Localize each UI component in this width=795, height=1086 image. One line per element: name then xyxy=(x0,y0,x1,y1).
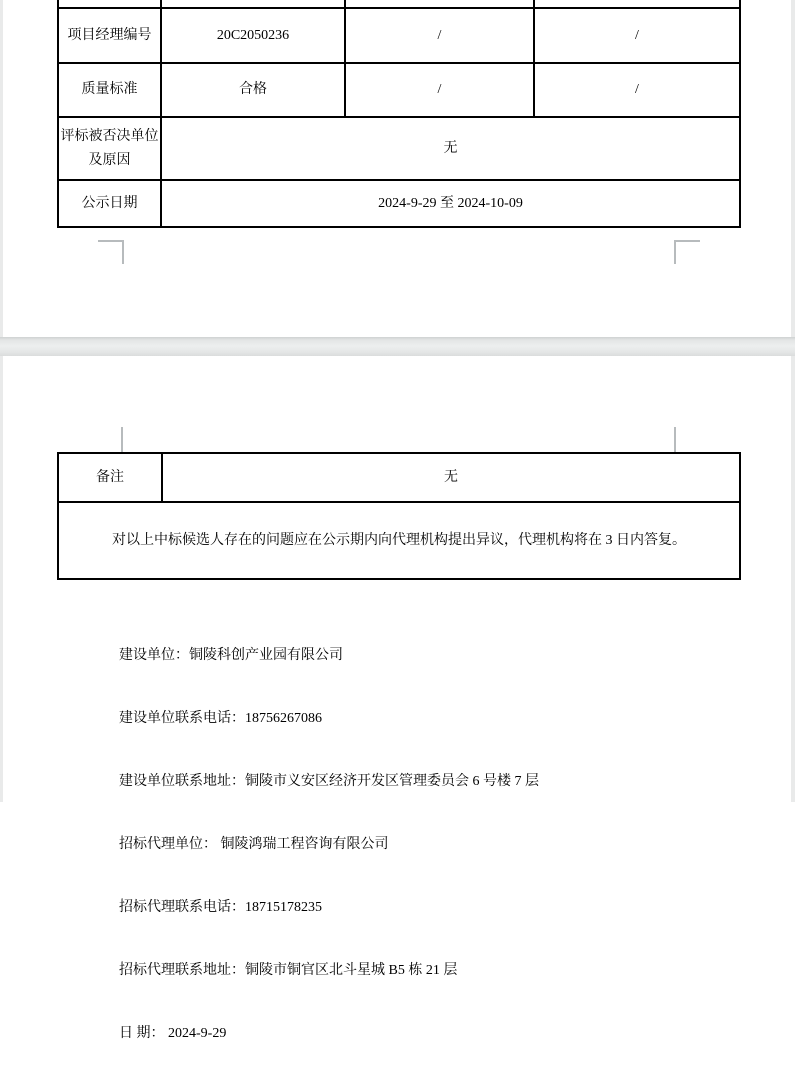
rejected-bidders-label-line1: 评标被否决单位 xyxy=(60,128,159,144)
remark-table xyxy=(57,452,741,580)
objection-note: 对以上中标候选人存在的问题应在公示期内向代理机构提出异议，代理机构将在 3 日内答复。 xyxy=(58,502,740,579)
cutoff-cell xyxy=(58,0,161,8)
contact-line-owner-address: 建设单位联系地址：铜陵市义安区经济开发区管理委员会 6 号楼 7 层 xyxy=(119,774,539,789)
remark-value: 无 xyxy=(162,453,740,502)
table-row-rejected-bidders xyxy=(58,117,740,180)
contact-line-agency: 招标代理单位： 铜陵鸿瑞工程咨询有限公司 xyxy=(119,837,389,852)
publicity-period-dates: 2024-9-29 至 2024-10-09 xyxy=(161,180,740,227)
left-canvas-strip xyxy=(0,0,3,802)
cutoff-cell xyxy=(345,0,534,8)
rejected-bidders-label xyxy=(58,117,161,180)
cutoff-cell xyxy=(161,0,345,8)
table-row-publicity-period xyxy=(58,180,740,227)
quality-standard-label: 质量标准 xyxy=(58,63,161,117)
quality-standard-slash-2: / xyxy=(534,63,740,117)
rejected-bidders-label-line2: 及原因 xyxy=(88,152,131,168)
page-separator xyxy=(0,337,795,356)
contact-line-date: 日 期： 2024-9-29 xyxy=(119,1026,227,1041)
rejected-bidders-value: 无 xyxy=(161,117,740,180)
manager-id-label: 项目经理编号 xyxy=(58,8,161,63)
table-row-manager-id xyxy=(58,8,740,63)
quality-standard-slash-1: / xyxy=(345,63,534,117)
contact-line-agency-address: 招标代理联系地址：铜陵市铜官区北斗星城 B5 栋 21 层 xyxy=(119,963,458,978)
table-row-objection-note xyxy=(58,502,740,579)
table-row-remark xyxy=(58,453,740,502)
manager-id-value: 20C2050236 xyxy=(161,8,345,63)
margin-mark-top-left-vertical xyxy=(121,427,123,452)
quality-standard-value: 合格 xyxy=(161,63,345,117)
contact-line-owner-phone: 建设单位联系电话：18756267086 xyxy=(119,711,322,726)
table-row-cutoff xyxy=(58,0,740,8)
margin-mark-bottom-right-horizontal xyxy=(674,240,700,242)
page-1 xyxy=(3,0,791,337)
margin-mark-bottom-left-vertical xyxy=(122,240,124,264)
contact-line-owner: 建设单位：铜陵科创产业园有限公司 xyxy=(119,648,343,663)
remark-label: 备注 xyxy=(58,453,162,502)
manager-id-slash-2: / xyxy=(534,8,740,63)
cutoff-cell xyxy=(534,0,740,8)
page-2 xyxy=(3,356,791,1041)
margin-mark-bottom-left-horizontal xyxy=(98,240,124,242)
contact-block xyxy=(119,603,539,1086)
margin-mark-bottom-right-vertical xyxy=(674,240,676,264)
publicity-period-label: 公示日期 xyxy=(58,180,161,227)
project-info-table xyxy=(57,0,741,228)
manager-id-slash-1: / xyxy=(345,8,534,63)
margin-mark-top-right-vertical xyxy=(674,427,676,452)
table-row-quality-standard xyxy=(58,63,740,117)
contact-line-agency-phone: 招标代理联系电话：18715178235 xyxy=(119,900,322,915)
right-canvas-strip xyxy=(791,0,795,802)
